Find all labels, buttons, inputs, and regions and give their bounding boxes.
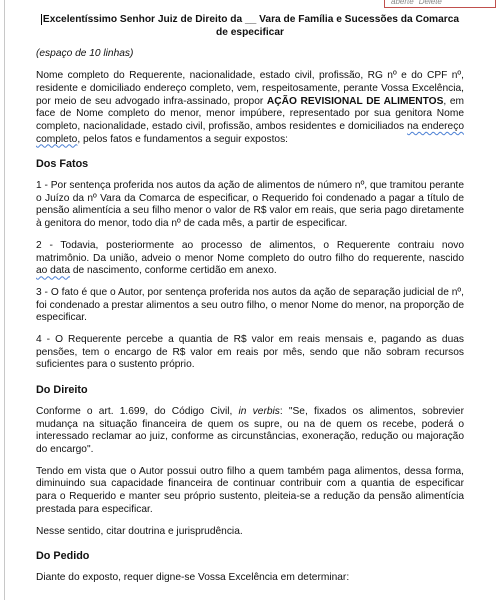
intro-text-3: , pelos fatos e fundamentos a seguir expostos: xyxy=(77,133,289,145)
direito-1-text-2: : "Se, fixados os alimentos, sobrevier mudança na situação financeira de quem os supre, ou na de quem os recebe, poderá o interessado reclamar ao juiz, conforme as circunstâncias, exoneração, redução ou majoração do encargo". xyxy=(36,405,464,455)
text-cursor xyxy=(41,14,42,25)
grammar-flagged-text-2[interactable]: ao data xyxy=(36,265,70,277)
fatos-paragraph-1: 1 - Por sentença proferida nos autos da ação de alimentos de número nº, que tramitou perante o Juízo da nº Vara da Comarca de especificar, o Requerido foi condenado a pagar a título de pensão alimentícia a seu filho menor o valor de R$ valor em reais, que seria pago diretamente à genitora do menor, todo dia nº de cada mês, a partir de especificar. xyxy=(36,180,464,230)
grammar-flagged-text[interactable]: na endereço completo xyxy=(36,120,464,145)
fatos-2-text-2: de nascimento, conforme certidão em anexo. xyxy=(70,265,277,277)
document-title xyxy=(36,14,464,39)
intro-text-1: Nome completo do Requerente, nacionalidade, estado civil, profissão, RG nº e do CPF nº, residente e domiciliado endereço completo, vem, respeitosamente, perante Vossa Excelência, por meio de seu advogado infra-assinado, propor xyxy=(36,70,464,107)
document-title-text: Excelentíssimo Senhor Juiz de Direito da __ Vara de Família e Sucessões da Comarca de especificar xyxy=(42,14,460,38)
direito-paragraph-1 xyxy=(36,406,464,457)
pedido-paragraph-1: Diante do exposto, requer digne-se Vossa Excelência em determinar: xyxy=(36,571,350,583)
direito-1-text-1: Conforme o art. 1.699, do Código Civil, xyxy=(36,405,239,417)
direito-paragraph-2: Tendo em vista que o Autor possui outro filho a quem também paga alimentos, dessa forma, diminuindo sua capacidade financeira de continuar contribuir com a quantia de especificar para o Requerido e manter seu próprio sustento, pleiteia-se a redução da pensão alimentícia prestada para especificar. xyxy=(36,465,464,515)
intro-paragraph xyxy=(36,70,464,146)
intro-text-2: , em face de Nome completo do menor, menor impúbere, representado por sua genitora Nome completo, nacionalidade, estado civil, profissão, ambos residentes e domiciliados xyxy=(36,95,464,132)
fatos-paragraph-2 xyxy=(36,240,464,278)
section-heading-direito: Do Direito xyxy=(36,384,88,397)
fatos-paragraph-4: 4 - O Requerente percebe a quantia de R$ valor em reais mensais e, pagando as duas pensões, tem o encargo de R$ valor em reais por mês, sendo que não sobram recursos suficientes para o sustento próprio. xyxy=(36,334,464,371)
comment-text: aberte "Delete" xyxy=(391,0,445,6)
fatos-2-text-1: 2 - Todavia, posteriormente ao processo de alimentos, o Requerente contraiu novo matrimônio. Da união, adveio o menor Nome completo do outro filho do requerente, nascido xyxy=(36,239,464,264)
action-name: AÇÃO REVISIONAL DE ALIMENTOS xyxy=(266,95,444,107)
fatos-paragraph-3: 3 - O fato é que o Autor, por sentença proferida nos autos da ação de separação judicial de nº, foi condenado a prestar alimentos a seu outro filho, o menor Nome do menor, na proporção de especificar. xyxy=(36,286,464,324)
page-left-edge xyxy=(4,0,5,600)
space-note: (espaço de 10 linhas) xyxy=(36,48,134,60)
direito-1-italic: in verbis xyxy=(238,405,280,417)
section-heading-pedido: Do Pedido xyxy=(36,550,90,563)
section-heading-fatos: Dos Fatos xyxy=(36,158,89,171)
direito-paragraph-3: Nesse sentido, citar doutrina e jurisprudência. xyxy=(36,525,243,537)
comment-balloon[interactable] xyxy=(384,0,496,8)
document-body[interactable] xyxy=(36,14,464,594)
